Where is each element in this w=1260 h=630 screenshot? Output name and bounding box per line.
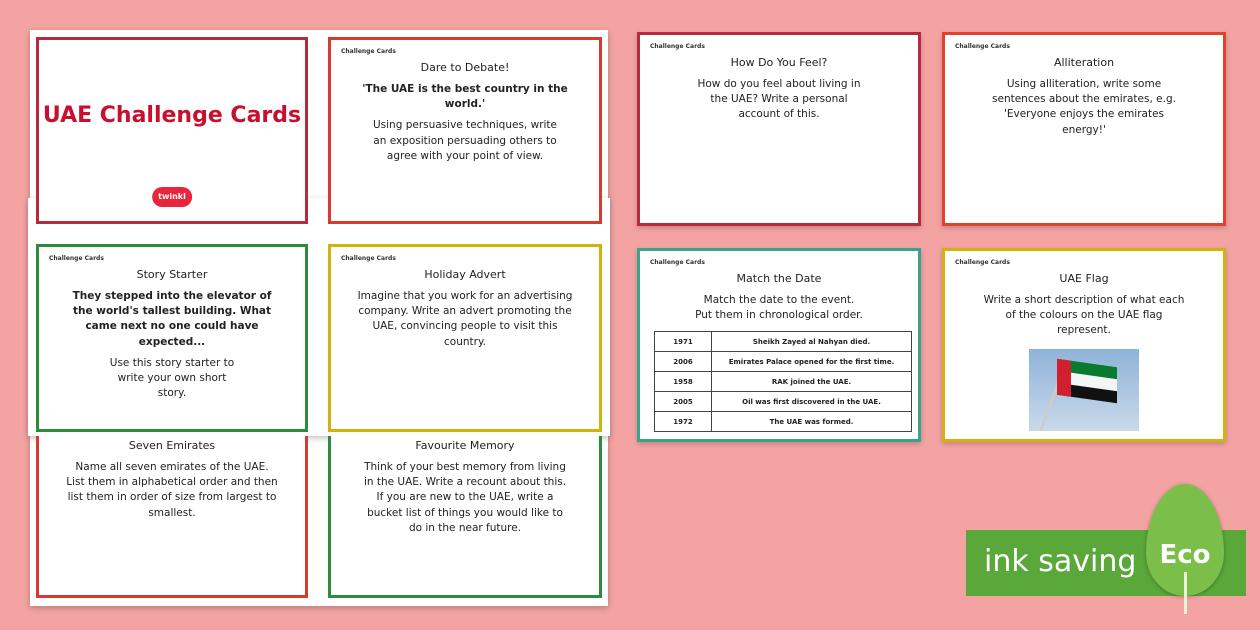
card-title: Seven Emirates (128, 439, 216, 452)
card-story-starter (36, 244, 308, 432)
card-body: Match the date to the event. Put them in chronological order. (695, 293, 863, 322)
cover-title: UAE Challenge Cards (42, 103, 302, 128)
date-year: 2006 (655, 352, 712, 372)
card-title: Story Starter (136, 268, 208, 281)
card-uae-flag (942, 248, 1226, 442)
card-body: How do you feel about living in the UAE? Write a personal account of this. (697, 77, 861, 121)
cover-card (36, 37, 308, 224)
card-body: Using alliteration, write some sentences about the emirates, e.g. 'Everyone enjoys the emirates energy!' (992, 77, 1176, 136)
card-tag: Challenge Cards (955, 259, 1010, 266)
card-tag: Challenge Cards (341, 255, 396, 262)
date-event: Sheikh Zayed al Nahyan died. (712, 332, 912, 352)
date-year: 1972 (655, 412, 712, 432)
card-tag: Challenge Cards (341, 48, 396, 55)
eco-label: Eco (1159, 540, 1211, 570)
date-row (655, 412, 912, 432)
card-body: Using persuasive techniques, write an exposition persuading others to agree with your point of view. (372, 119, 558, 162)
card-body: Imagine that you work for an advertising company. Write an advert promoting the UAE, convincing people to visit this country. (357, 289, 573, 348)
card-title: Dare to Debate! (420, 61, 510, 74)
date-row (655, 332, 912, 352)
card-body: Name all seven emirates of the UAE. List them in alphabetical order and then list them in order of size from largest to smallest. (66, 460, 278, 519)
date-table (654, 331, 912, 432)
card-body: Think of your best memory from living in the UAE. Write a recount about this. If you are new to the UAE, write a bucket list of things you would like to do in the near future. (363, 460, 567, 534)
card-title: UAE Flag (1059, 272, 1109, 285)
card-tag: Challenge Cards (650, 259, 705, 266)
card-tag: Challenge Cards (650, 43, 705, 50)
date-row (655, 372, 912, 392)
card-alliteration (942, 32, 1226, 226)
card-dare-to-debate (328, 37, 602, 224)
date-event: The UAE was formed. (712, 412, 912, 432)
card-match-the-date (637, 248, 921, 442)
date-row (655, 352, 912, 372)
card-quote: 'The UAE is the best country in the world.' (362, 82, 568, 111)
twinkl-logo: twinkl (152, 187, 192, 207)
card-holiday-advert (328, 244, 602, 432)
card-how-do-you-feel (637, 32, 921, 226)
card-title: Alliteration (1053, 56, 1115, 69)
card-title: Favourite Memory (415, 439, 515, 452)
uae-flag-photo (1029, 349, 1139, 431)
card-quote: They stepped into the elevator of the world's tallest building. What came next no one could have expected... (72, 289, 272, 348)
card-title: Match the Date (736, 272, 822, 285)
card-title: Holiday Advert (424, 268, 506, 281)
card-favourite-memory (328, 436, 602, 598)
date-event: Emirates Palace opened for the first time. (712, 352, 912, 372)
date-event: RAK joined the UAE. (712, 372, 912, 392)
card-title: How Do You Feel? (730, 56, 828, 69)
card-tag: Challenge Cards (49, 255, 104, 262)
card-body: Write a short description of what each of the colours on the UAE flag represent. (983, 293, 1185, 337)
date-year: 1958 (655, 372, 712, 392)
date-row (655, 392, 912, 412)
eco-leaf-icon (1146, 484, 1224, 596)
date-year: 2005 (655, 392, 712, 412)
date-event: Oil was first discovered in the UAE. (712, 392, 912, 412)
card-tag: Challenge Cards (955, 43, 1010, 50)
date-year: 1971 (655, 332, 712, 352)
card-body: Use this story starter to write your own short story. (109, 356, 235, 400)
ink-saving-text: ink saving (984, 544, 1137, 579)
card-seven-emirates (36, 436, 308, 598)
